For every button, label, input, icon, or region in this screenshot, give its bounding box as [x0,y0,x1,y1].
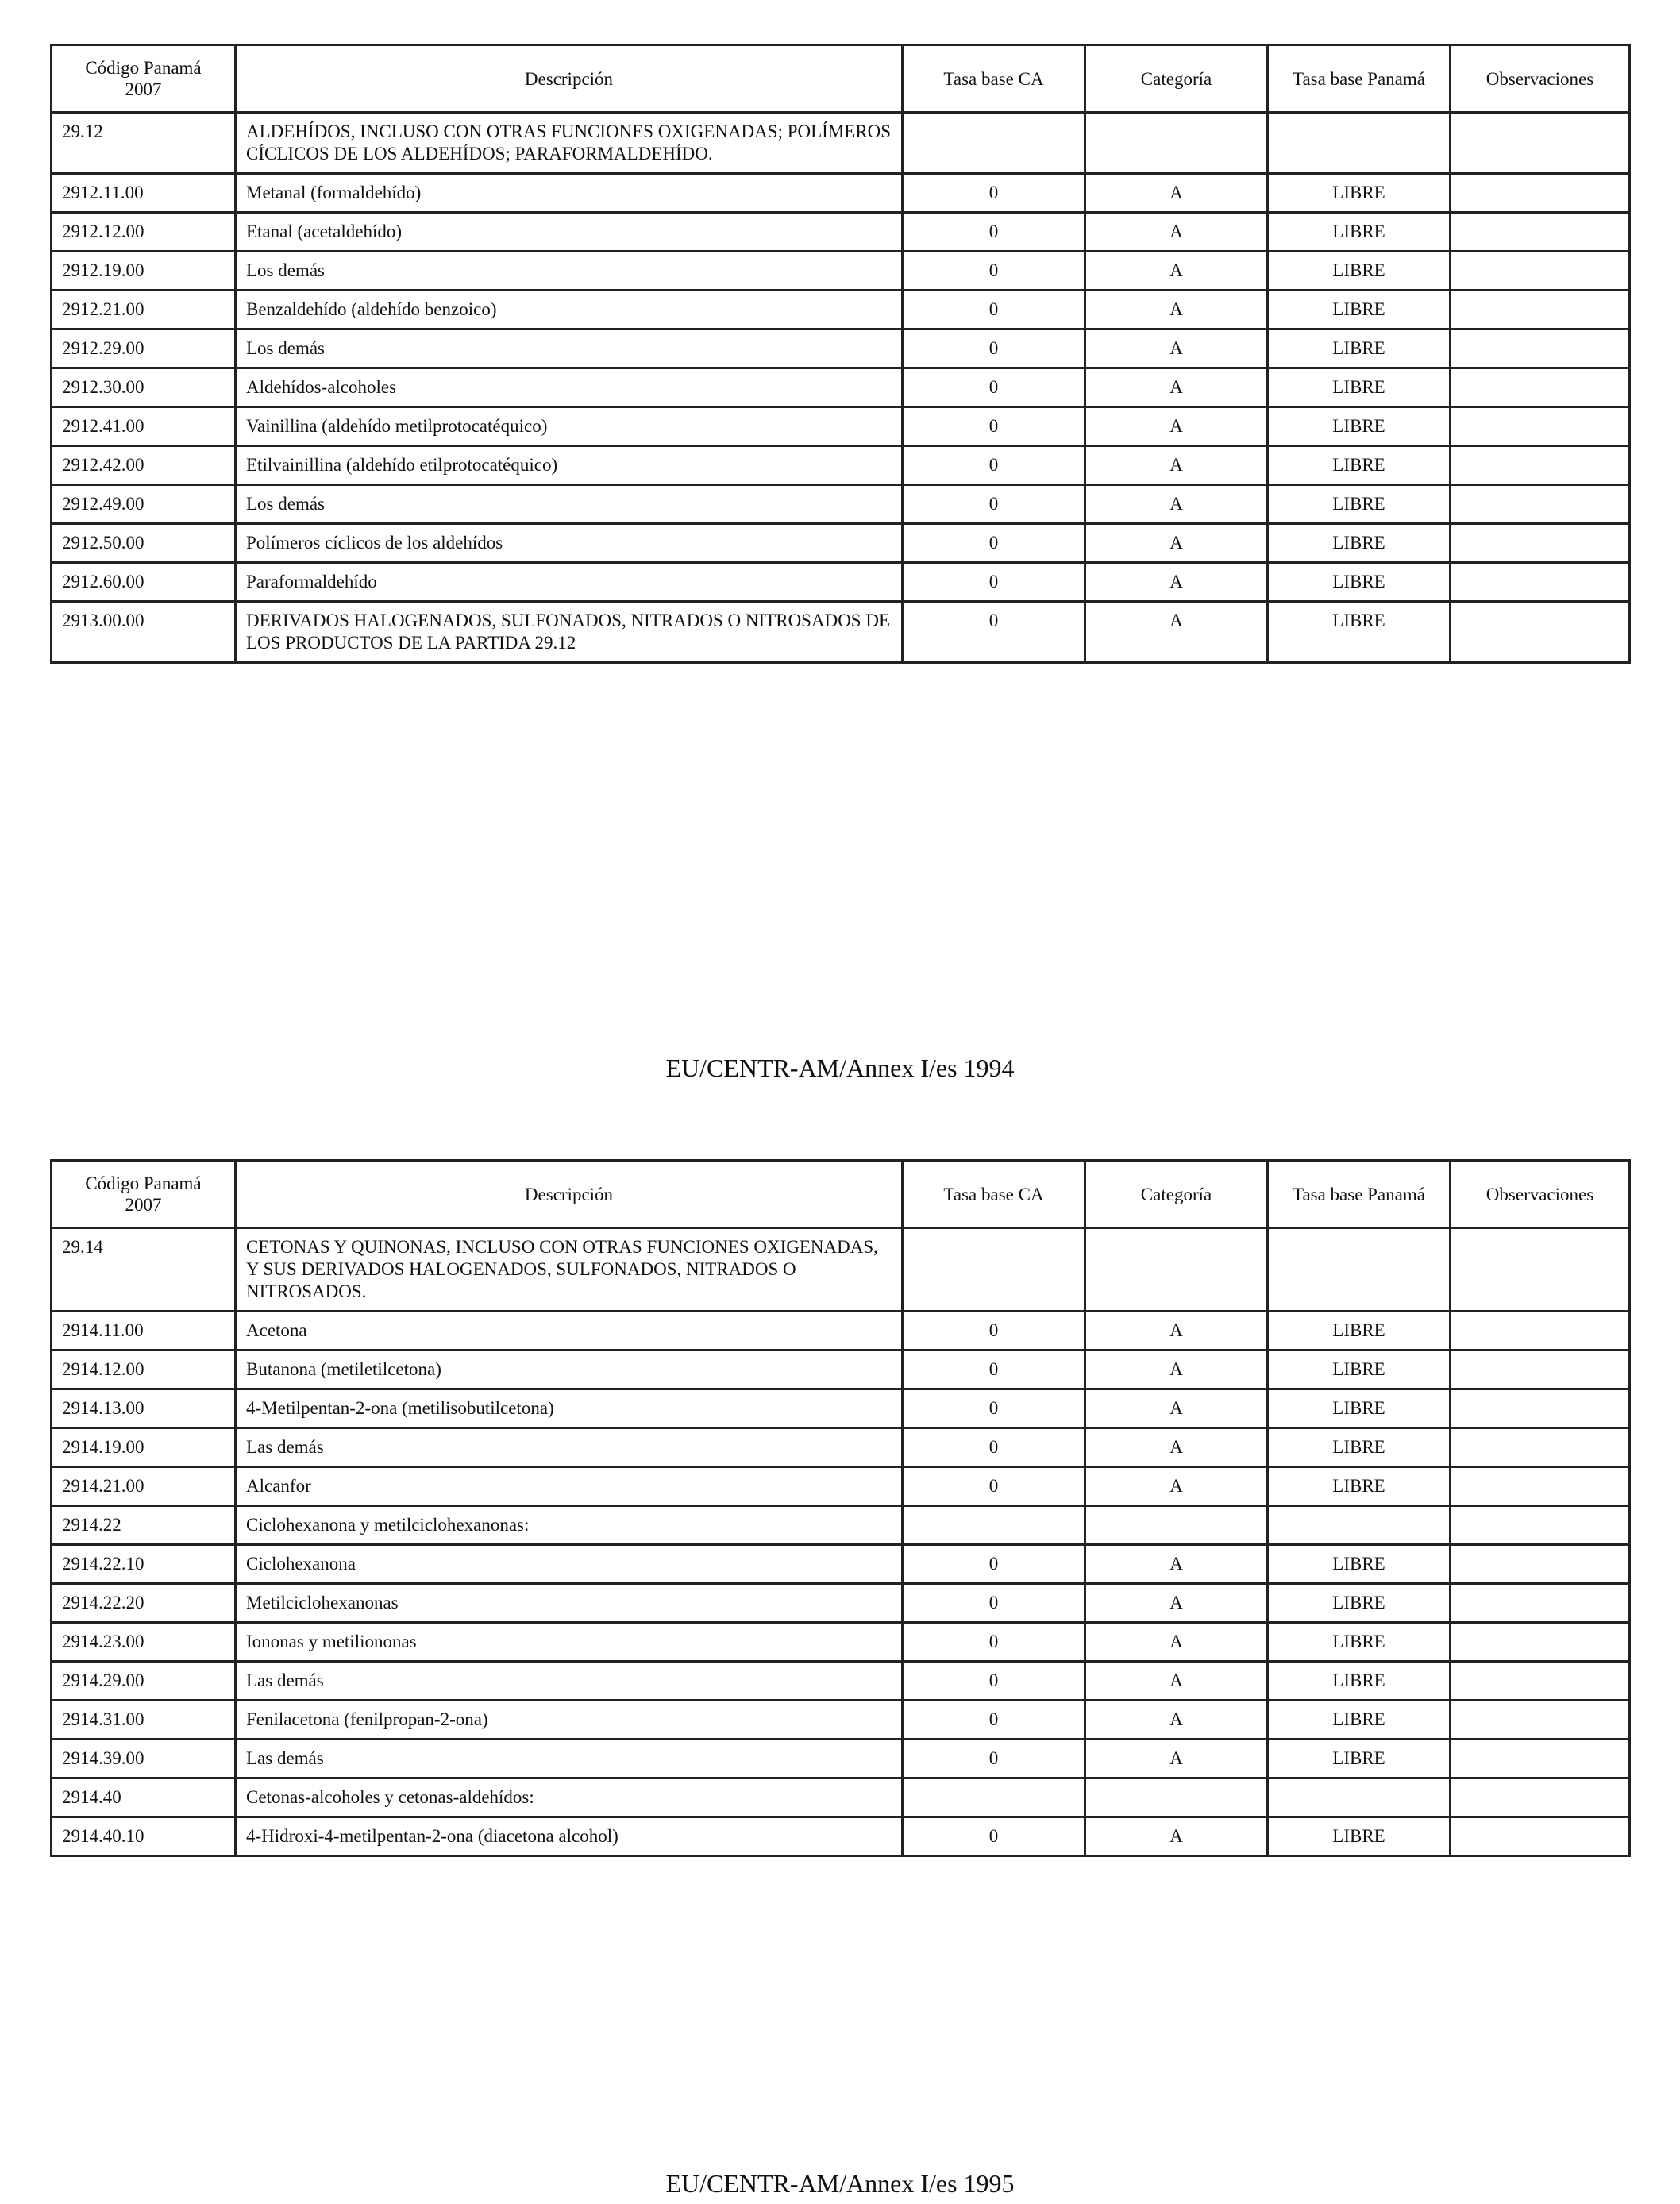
cell-categoria: A [1085,213,1268,252]
cell-categoria: A [1085,368,1268,407]
cell-tasa-base-panama: LIBRE [1268,524,1451,563]
table-row [52,1389,1630,1428]
cell-tasa-base-ca: 0 [903,329,1085,368]
cell-code: 2912.19.00 [52,252,236,291]
cell-description: Etanal (acetaldehído) [236,213,903,252]
cell-observaciones [1451,485,1630,524]
cell-tasa-base-panama: LIBRE [1268,1584,1451,1623]
cell-categoria: A [1085,329,1268,368]
cell-observaciones [1451,1351,1630,1389]
cell-tasa-base-ca: 0 [903,1662,1085,1701]
cell-tasa-base-ca: 0 [903,291,1085,329]
cell-observaciones [1451,174,1630,213]
cell-tasa-base-panama: LIBRE [1268,291,1451,329]
cell-tasa-base-ca: 0 [903,1351,1085,1389]
cell-description: Los demás [236,329,903,368]
table-row [52,1545,1630,1584]
cell-description: Etilvainillina (aldehído etilprotocatéquico) [236,446,903,485]
table-row [52,1778,1630,1817]
cell-description: Alcanfor [236,1467,903,1506]
tariff-table-2 [50,1159,1631,1857]
cell-observaciones [1451,1778,1630,1817]
cell-description: Metilciclohexanonas [236,1584,903,1623]
header-description: Descripción [236,1161,903,1228]
cell-observaciones [1451,1545,1630,1584]
cell-tasa-base-ca: 0 [903,1389,1085,1428]
cell-categoria: A [1085,1351,1268,1389]
cell-observaciones [1451,1428,1630,1467]
header-categoria: Categoría [1085,45,1268,113]
cell-categoria: A [1085,1623,1268,1662]
cell-tasa-base-panama: LIBRE [1268,1662,1451,1701]
cell-description: Los demás [236,485,903,524]
cell-code: 2912.12.00 [52,213,236,252]
cell-tasa-base-ca [903,1228,1085,1312]
cell-observaciones [1451,563,1630,602]
cell-observaciones [1451,1389,1630,1428]
cell-categoria: A [1085,291,1268,329]
cell-observaciones [1451,1701,1630,1740]
cell-tasa-base-ca: 0 [903,213,1085,252]
cell-code: 2914.40.10 [52,1817,236,1856]
cell-code: 2914.39.00 [52,1740,236,1778]
cell-tasa-base-ca: 0 [903,174,1085,213]
cell-categoria: A [1085,174,1268,213]
cell-description: Ciclohexanona y metilciclohexanonas: [236,1506,903,1545]
cell-code: 2914.22.20 [52,1584,236,1623]
table-body [52,113,1630,663]
cell-categoria: A [1085,1545,1268,1584]
cell-tasa-base-panama: LIBRE [1268,1389,1451,1428]
cell-tasa-base-ca: 0 [903,485,1085,524]
cell-code: 2914.13.00 [52,1389,236,1428]
table-row [52,1662,1630,1701]
cell-tasa-base-panama: LIBRE [1268,368,1451,407]
cell-tasa-base-panama: LIBRE [1268,563,1451,602]
cell-observaciones [1451,1662,1630,1701]
cell-code: 29.12 [52,113,236,174]
table-row [52,291,1630,329]
table-row [52,446,1630,485]
table-body [52,1228,1630,1856]
cell-tasa-base-panama: LIBRE [1268,1467,1451,1506]
cell-description: Polímeros cíclicos de los aldehídos [236,524,903,563]
table-header-row [52,45,1630,113]
cell-categoria [1085,113,1268,174]
cell-categoria: A [1085,446,1268,485]
table-row [52,524,1630,563]
cell-code: 2912.49.00 [52,485,236,524]
cell-tasa-base-ca [903,1778,1085,1817]
cell-code: 2912.50.00 [52,524,236,563]
cell-observaciones [1451,1467,1630,1506]
cell-tasa-base-ca: 0 [903,1740,1085,1778]
cell-tasa-base-panama: LIBRE [1268,407,1451,446]
cell-code: 2914.22 [52,1506,236,1545]
cell-code: 2912.30.00 [52,368,236,407]
cell-description: Paraformaldehído [236,563,903,602]
cell-tasa-base-panama [1268,1778,1451,1817]
cell-description: Benzaldehído (aldehído benzoico) [236,291,903,329]
cell-tasa-base-panama [1268,113,1451,174]
cell-tasa-base-panama: LIBRE [1268,1623,1451,1662]
table-header-row [52,1161,1630,1228]
cell-code: 2912.29.00 [52,329,236,368]
cell-code: 2914.31.00 [52,1701,236,1740]
cell-observaciones [1451,1817,1630,1856]
cell-tasa-base-panama: LIBRE [1268,252,1451,291]
cell-tasa-base-ca: 0 [903,368,1085,407]
cell-description: Cetonas-alcoholes y cetonas-aldehídos: [236,1778,903,1817]
cell-description: Las demás [236,1662,903,1701]
cell-tasa-base-panama: LIBRE [1268,213,1451,252]
cell-description: Acetona [236,1312,903,1351]
cell-description: ALDEHÍDOS, INCLUSO CON OTRAS FUNCIONES OXIGENADAS; POLÍMEROS CÍCLICOS DE LOS ALDEHÍDOS; PARAFORMALDEHÍDO. [236,113,903,174]
cell-categoria [1085,1228,1268,1312]
cell-description: Vainillina (aldehído metilprotocatéquico) [236,407,903,446]
cell-tasa-base-ca: 0 [903,1428,1085,1467]
cell-categoria: A [1085,1740,1268,1778]
table-row [52,368,1630,407]
cell-observaciones [1451,368,1630,407]
cell-tasa-base-ca [903,113,1085,174]
cell-description: 4-Hidroxi-4-metilpentan-2-ona (diacetona alcohol) [236,1817,903,1856]
cell-description: Metanal (formaldehído) [236,174,903,213]
cell-observaciones [1451,291,1630,329]
header-code: Código Panamá 2007 [52,45,236,113]
table-row [52,329,1630,368]
cell-categoria: A [1085,252,1268,291]
table-row [52,252,1630,291]
cell-description: Iononas y metiliononas [236,1623,903,1662]
table-row [52,407,1630,446]
cell-tasa-base-ca: 0 [903,563,1085,602]
cell-code: 2912.60.00 [52,563,236,602]
header-observaciones: Observaciones [1451,1161,1630,1228]
page-footer: EU/CENTR-AM/Annex I/es 1995 [665,2169,1015,2198]
cell-tasa-base-panama: LIBRE [1268,602,1451,663]
table-row [52,1312,1630,1351]
cell-tasa-base-ca: 0 [903,252,1085,291]
cell-tasa-base-ca: 0 [903,407,1085,446]
cell-categoria: A [1085,524,1268,563]
cell-tasa-base-panama: LIBRE [1268,446,1451,485]
header-tasa-base-panama: Tasa base Panamá [1268,1161,1451,1228]
cell-code: 2912.41.00 [52,407,236,446]
table-row [52,113,1630,174]
cell-code: 2914.40 [52,1778,236,1817]
cell-categoria: A [1085,1584,1268,1623]
cell-code: 2914.21.00 [52,1467,236,1506]
cell-observaciones [1451,113,1630,174]
cell-tasa-base-ca: 0 [903,524,1085,563]
cell-tasa-base-panama: LIBRE [1268,1351,1451,1389]
cell-categoria: A [1085,1467,1268,1506]
cell-code: 2912.21.00 [52,291,236,329]
cell-observaciones [1451,407,1630,446]
cell-code: 2914.22.10 [52,1545,236,1584]
cell-tasa-base-panama [1268,1228,1451,1312]
cell-tasa-base-ca: 0 [903,1312,1085,1351]
cell-description: Las demás [236,1740,903,1778]
cell-observaciones [1451,1312,1630,1351]
cell-tasa-base-panama: LIBRE [1268,1817,1451,1856]
header-tasa-base-ca: Tasa base CA [903,45,1085,113]
cell-tasa-base-panama: LIBRE [1268,1312,1451,1351]
cell-code: 2914.11.00 [52,1312,236,1351]
table-row [52,485,1630,524]
cell-categoria: A [1085,485,1268,524]
cell-categoria: A [1085,407,1268,446]
cell-categoria: A [1085,1312,1268,1351]
cell-tasa-base-ca: 0 [903,446,1085,485]
header-categoria: Categoría [1085,1161,1268,1228]
table-row [52,1584,1630,1623]
cell-categoria [1085,1506,1268,1545]
cell-tasa-base-panama: LIBRE [1268,1545,1451,1584]
table-row [52,1351,1630,1389]
cell-code: 2914.12.00 [52,1351,236,1389]
cell-code: 2914.29.00 [52,1662,236,1701]
cell-observaciones [1451,524,1630,563]
cell-code: 2914.23.00 [52,1623,236,1662]
cell-description: CETONAS Y QUINONAS, INCLUSO CON OTRAS FUNCIONES OXIGENADAS, Y SUS DERIVADOS HALOGENADOS, SULFONADOS, NITRADOS O NITROSADOS. [236,1228,903,1312]
cell-tasa-base-ca: 0 [903,1467,1085,1506]
cell-observaciones [1451,1228,1630,1312]
header-tasa-base-ca: Tasa base CA [903,1161,1085,1228]
cell-tasa-base-panama: LIBRE [1268,174,1451,213]
cell-tasa-base-ca: 0 [903,1623,1085,1662]
cell-categoria: A [1085,1428,1268,1467]
cell-observaciones [1451,1506,1630,1545]
cell-tasa-base-panama: LIBRE [1268,329,1451,368]
cell-categoria: A [1085,1662,1268,1701]
cell-observaciones [1451,446,1630,485]
cell-categoria: A [1085,563,1268,602]
cell-tasa-base-panama: LIBRE [1268,1428,1451,1467]
header-observaciones: Observaciones [1451,45,1630,113]
table-row [52,1701,1630,1740]
cell-observaciones [1451,602,1630,663]
cell-categoria: A [1085,1817,1268,1856]
table-row [52,1623,1630,1662]
page-footer: EU/CENTR-AM/Annex I/es 1994 [665,1054,1015,1082]
table-row [52,1228,1630,1312]
cell-categoria: A [1085,1701,1268,1740]
cell-code: 2912.42.00 [52,446,236,485]
cell-observaciones [1451,1584,1630,1623]
cell-description: DERIVADOS HALOGENADOS, SULFONADOS, NITRADOS O NITROSADOS DE LOS PRODUCTOS DE LA PARTIDA 29.12 [236,602,903,663]
cell-description: Ciclohexanona [236,1545,903,1584]
cell-description: Aldehídos-alcoholes [236,368,903,407]
cell-tasa-base-ca: 0 [903,1817,1085,1856]
header-tasa-base-panama: Tasa base Panamá [1268,45,1451,113]
cell-tasa-base-ca: 0 [903,1701,1085,1740]
table-row [52,602,1630,663]
cell-code: 2914.19.00 [52,1428,236,1467]
cell-tasa-base-panama: LIBRE [1268,1701,1451,1740]
cell-code: 2913.00.00 [52,602,236,663]
cell-tasa-base-ca: 0 [903,1545,1085,1584]
cell-tasa-base-ca [903,1506,1085,1545]
cell-description: Fenilacetona (fenilpropan-2-ona) [236,1701,903,1740]
cell-tasa-base-panama: LIBRE [1268,485,1451,524]
cell-tasa-base-panama: LIBRE [1268,1740,1451,1778]
cell-observaciones [1451,329,1630,368]
tariff-table-1 [50,44,1631,664]
cell-tasa-base-ca: 0 [903,602,1085,663]
cell-description: Las demás [236,1428,903,1467]
table-row [52,1506,1630,1545]
table-row [52,1740,1630,1778]
cell-categoria: A [1085,602,1268,663]
table-row [52,213,1630,252]
cell-code: 29.14 [52,1228,236,1312]
cell-observaciones [1451,1740,1630,1778]
cell-observaciones [1451,1623,1630,1662]
table-row [52,1467,1630,1506]
cell-code: 2912.11.00 [52,174,236,213]
cell-description: Los demás [236,252,903,291]
cell-observaciones [1451,252,1630,291]
table-row [52,1817,1630,1856]
cell-tasa-base-panama [1268,1506,1451,1545]
table-row [52,174,1630,213]
cell-categoria: A [1085,1389,1268,1428]
header-description: Descripción [236,45,903,113]
table-row [52,1428,1630,1467]
header-code: Código Panamá 2007 [52,1161,236,1228]
cell-tasa-base-ca: 0 [903,1584,1085,1623]
cell-observaciones [1451,213,1630,252]
cell-description: 4-Metilpentan-2-ona (metilisobutilcetona) [236,1389,903,1428]
cell-description: Butanona (metiletilcetona) [236,1351,903,1389]
table-row [52,563,1630,602]
cell-categoria [1085,1778,1268,1817]
